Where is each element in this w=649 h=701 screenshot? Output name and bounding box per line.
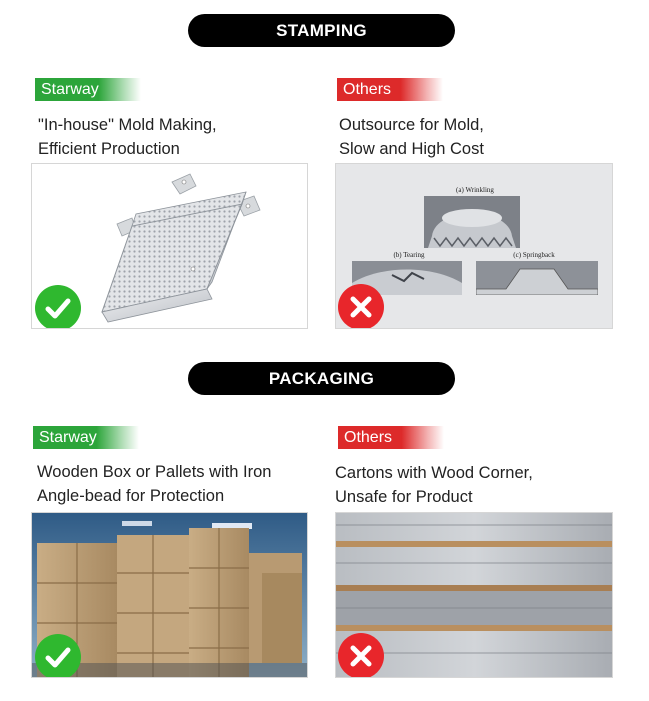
others-tag-stamping: Others <box>337 78 443 101</box>
cross-icon <box>338 633 384 678</box>
others-stamping-description <box>339 113 484 161</box>
starway-packaging-line-2: Angle-bead for Protection <box>37 487 225 505</box>
starway-stamping-line-2: Efficient Production <box>38 140 180 158</box>
check-icon <box>35 285 81 329</box>
check-badge-stamping <box>35 285 81 329</box>
others-packaging-description <box>335 461 533 509</box>
wrinkling-sample-image <box>424 196 520 248</box>
others-packaging-line-1: Cartons with Wood Corner, <box>335 464 533 482</box>
defect-samples-photo <box>335 163 613 329</box>
warehouse-wooden-crates-photo <box>31 512 308 678</box>
starway-stamping-description <box>38 113 217 161</box>
starway-tag-stamping: Starway <box>35 78 141 101</box>
cross-icon <box>338 284 384 329</box>
springback-caption: (c) Springback <box>513 251 555 259</box>
tearing-caption: (b) Tearing <box>393 251 425 259</box>
others-packaging-line-2: Unsafe for Product <box>335 488 473 506</box>
check-icon <box>35 634 81 678</box>
starway-tag-packaging: Starway <box>33 426 139 449</box>
stacked-metal-sheets-photo <box>335 512 613 678</box>
check-badge-packaging <box>35 634 81 678</box>
springback-sample-image <box>476 261 598 295</box>
wrinkling-caption: (a) Wrinkling <box>456 186 494 194</box>
others-tag-packaging: Others <box>338 426 444 449</box>
starway-packaging-line-1: Wooden Box or Pallets with Iron <box>37 463 272 481</box>
perforated-metal-tray-photo <box>31 163 308 329</box>
starway-packaging-description <box>37 460 271 508</box>
cross-badge-packaging <box>338 633 384 678</box>
cross-badge-stamping <box>338 284 384 329</box>
others-stamping-line-2: Slow and High Cost <box>339 140 484 158</box>
packaging-heading: PACKAGING <box>188 362 455 395</box>
stamping-heading: STAMPING <box>188 14 455 47</box>
others-stamping-line-1: Outsource for Mold, <box>339 116 484 134</box>
starway-stamping-line-1: "In-house" Mold Making, <box>38 116 217 134</box>
